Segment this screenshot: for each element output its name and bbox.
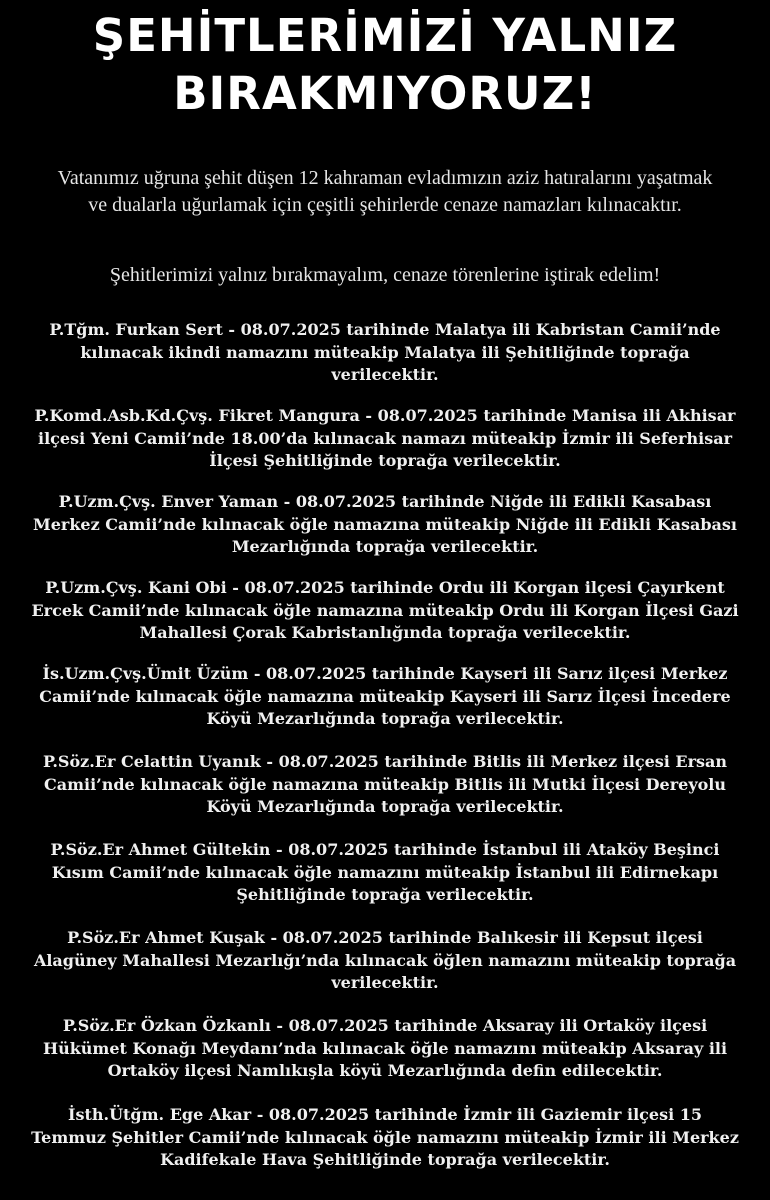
funeral-entry: İs.Uzm.Çvş.Ümit Üzüm - 08.07.2025 tarihinde Kayseri ili Sarız ilçesi Merkez Camii’nde kılınacak öğle namazına müteakip Kayseri ili Sarız İlçesi İncedere Köyü Mezarlığında toprağa verilecektir. (39, 664, 731, 728)
intro-call-to-action: Şehitlerimizi yalnız bırakmayalım, cenaze törenlerine iştirak edelim! (109, 264, 661, 286)
funeral-entry: P.Söz.Er Özkan Özkanlı - 08.07.2025 tarihinde Aksaray ili Ortaköy ilçesi Hükümet Konağı Meydanı’nda kılınacak öğle namazını müteakip Aksaray ili Ortaköy ilçesi Namlıkışla köyü Mezarlığında defin edilecektir. (42, 1016, 728, 1080)
funeral-entry: P.Söz.Er Celattin Uyanık - 08.07.2025 tarihinde Bitlis ili Merkez ilçesi Ersan Camii’nde kılınacak öğle namazına müteakip Bitlis ili Mutki İlçesi Dereyolu Köyü Mezarlığında toprağa verilecektir. (42, 752, 728, 816)
funeral-entry: P.Söz.Er Ahmet Kuşak - 08.07.2025 tarihinde Balıkesir ili Kepsut ilçesi Alagüney Mahallesi Mezarlığı’nda kılınacak öğlen namazını müteakip toprağa verilecektir. (33, 928, 737, 992)
funeral-entry: P.Komd.Asb.Kd.Çvş. Fikret Mangura - 08.07.2025 tarihinde Manisa ili Akhisar ilçesi Yeni Camii’nde 18.00’da kılınacak namazı müteakip İzmir ili Seferhisar İlçesi Şehitliğinde toprağa verilecektir. (34, 406, 736, 470)
funeral-entry: P.Uzm.Çvş. Kani Obi - 08.07.2025 tarihinde Ordu ili Korgan ilçesi Çayırkent Ercek Camii’nde kılınacak öğle namazına müteakip Ordu ili Korgan İlçesi Gazi Mahallesi Çorak Kabristanlığında toprağa verilecektir. (31, 578, 739, 642)
funeral-entry: P.Söz.Er Ahmet Gültekin - 08.07.2025 tarihinde İstanbul ili Ataköy Beşinci Kısım Camii’nde kılınacak öğle namazını müteakip İstanbul ili Edirnekapı Şehitliğinde toprağa verilecektir. (50, 840, 720, 904)
funeral-entry: P.Uzm.Çvş. Enver Yaman - 08.07.2025 tarihinde Niğde ili Edikli Kasabası Merkez Camii’nde kılınacak öğle namazına müteakip Niğde ili Edikli Kasabası Mezarlığında toprağa verilecektir. (33, 492, 737, 556)
page-title-line-1: ŞEHİTLERİMİZİ YALNIZ (92, 9, 678, 62)
intro-paragraph: Vatanımız uğruna şehit düşen 12 kahraman evladımızın aziz hatıralarını yaşatmak ve dualarla uğurlamak için çeşitli şehirlerde cenaze namazları kılınacaktır. (57, 167, 713, 216)
page-title-line-2: BIRAKMIYORUZ! (173, 67, 597, 120)
funeral-entry: P.Tğm. Furkan Sert - 08.07.2025 tarihinde Malatya ili Kabristan Camii’nde kılınacak ikindi namazını müteakip Malatya ili Şehitliğinde toprağa verilecektir. (49, 320, 721, 384)
funeral-entry: İsth.Ütğm. Ege Akar - 08.07.2025 tarihinde İzmir ili Gaziemir ilçesi 15 Temmuz Şehitler Camii’nde kılınacak öğle namazını müteakip İzmir ili Merkez Kadifekale Hava Şehitliğinde toprağa verilecektir. (31, 1105, 739, 1169)
